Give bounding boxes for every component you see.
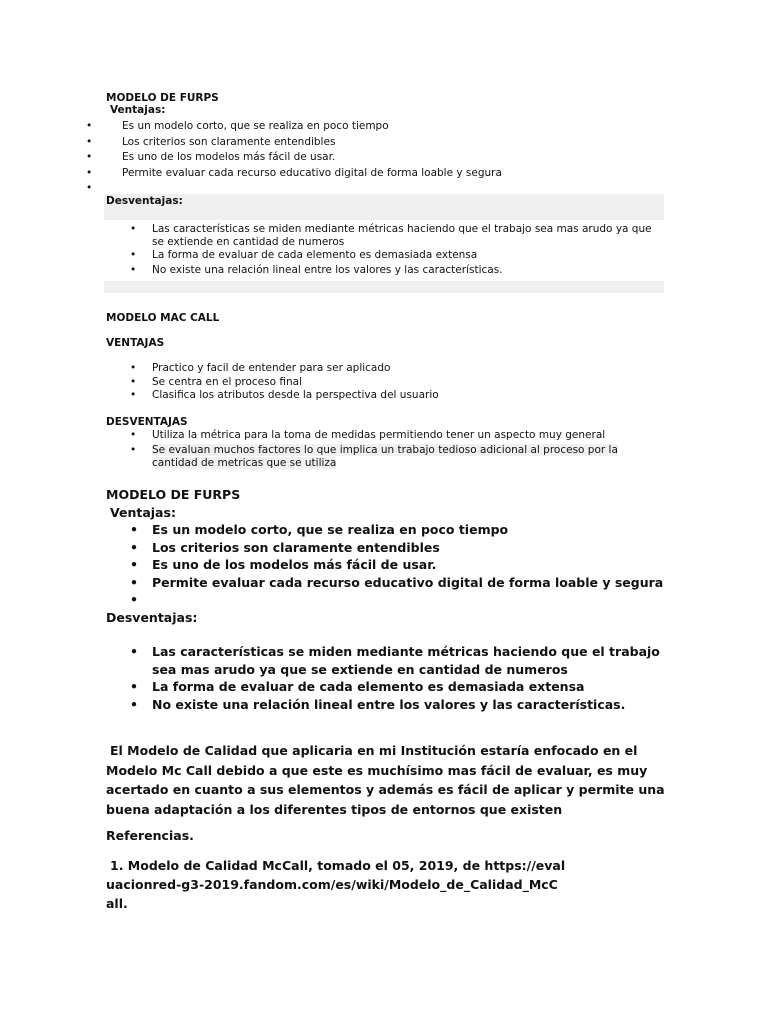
furps-desventajas-list-2 (130, 643, 670, 713)
list-item: • La forma de evaluar de cada elemento es demasiada extensa (130, 679, 585, 694)
list-item: • (130, 592, 138, 607)
list-item: • Permite evaluar cada recurso educativo digital de forma loable y segura (130, 574, 664, 590)
list-item: • (86, 182, 93, 194)
list-item: • Utiliza la métrica para la toma de medidas permitiendo tener un aspecto muy general (130, 429, 606, 441)
shaded-band-bottom (104, 281, 664, 293)
list-item: • No existe una relación lineal entre los valores y las características. (130, 696, 626, 712)
mccall-desventajas-list (130, 429, 640, 471)
list-item: • Es un modelo corto, que se realiza en poco tiempo (86, 120, 389, 132)
furps-ventajas-list-1 (86, 119, 686, 197)
list-item: • Las características se miden mediante métricas haciendo que el trabajo sea mas arudo ya que se extiende en cantidad de numeros (130, 644, 660, 677)
furps-desventajas-label-1: Desventajas: (106, 195, 183, 207)
list-item: • Es uno de los modelos más fácil de usar. (86, 151, 336, 163)
list-item: • Se centra en el proceso final (130, 375, 302, 388)
reference-item-1: 1. Modelo de Calidad McCall, tomado el 05, 2019, de https://evaluacionred-g3-2019.fandom.com/es/wiki/Modelo_de_Calidad_McCall. (106, 858, 566, 911)
list-item: • No existe una relación lineal entre los valores y las características. (130, 263, 503, 276)
list-item: • Los criterios son claramente entendibles (86, 135, 336, 148)
list-item: • Es uno de los modelos más fácil de usar. (130, 557, 437, 572)
mccall-ventajas-list (130, 362, 660, 403)
list-item: • La forma de evaluar de cada elemento es demasiada extensa (130, 249, 478, 261)
list-item: • Las características se miden mediante métricas haciendo que el trabajo sea mas arudo ya que se extiende en cantidad de numeros (130, 223, 652, 248)
furps-title-2: MODELO DE FURPS (106, 487, 241, 502)
list-item: • Permite evaluar cada recurso educativo digital de forma loable y segura (86, 166, 502, 179)
shaded-band-top (104, 194, 664, 220)
list-item: • Los criterios son claramente entendibles (130, 539, 440, 555)
furps-desventajas-label-2: Desventajas: (106, 610, 198, 625)
mccall-ventajas-label: VENTAJAS (106, 337, 165, 349)
list-item: • Clasifica los atributos desde la perspectiva del usuario (130, 389, 439, 401)
list-item: • Es un modelo corto, que se realiza en poco tiempo (130, 522, 509, 537)
mccall-desventajas-label: DESVENTAJAS (106, 416, 188, 428)
furps-ventajas-label-2: Ventajas: (110, 505, 176, 520)
list-item: • Se evaluan muchos factores lo que implica un trabajo tedioso adicional al proceso por la cantidad de metricas que se utiliza (130, 443, 618, 469)
list-item: • Practico y facil de entender para ser aplicado (130, 362, 391, 374)
furps-title-1: MODELO DE FURPS (106, 92, 219, 104)
furps-ventajas-list-2 (130, 521, 690, 609)
mccall-title: MODELO MAC CALL (106, 312, 220, 324)
furps-ventajas-label-1: Ventajas: (110, 104, 166, 116)
furps-desventajas-list-1 (130, 223, 660, 276)
conclusion-paragraph: El Modelo de Calidad que aplicaria en mi Institución estaría enfocado en el Modelo Mc Call debido a que este es muchísimo mas fácil de evaluar, es muy acertado en cuanto a sus elementos y además es fácil de aplicar y permite una buena adaptación a los diferentes tipos de entornos que existen (106, 743, 665, 817)
references-label: Referencias. (106, 828, 194, 843)
